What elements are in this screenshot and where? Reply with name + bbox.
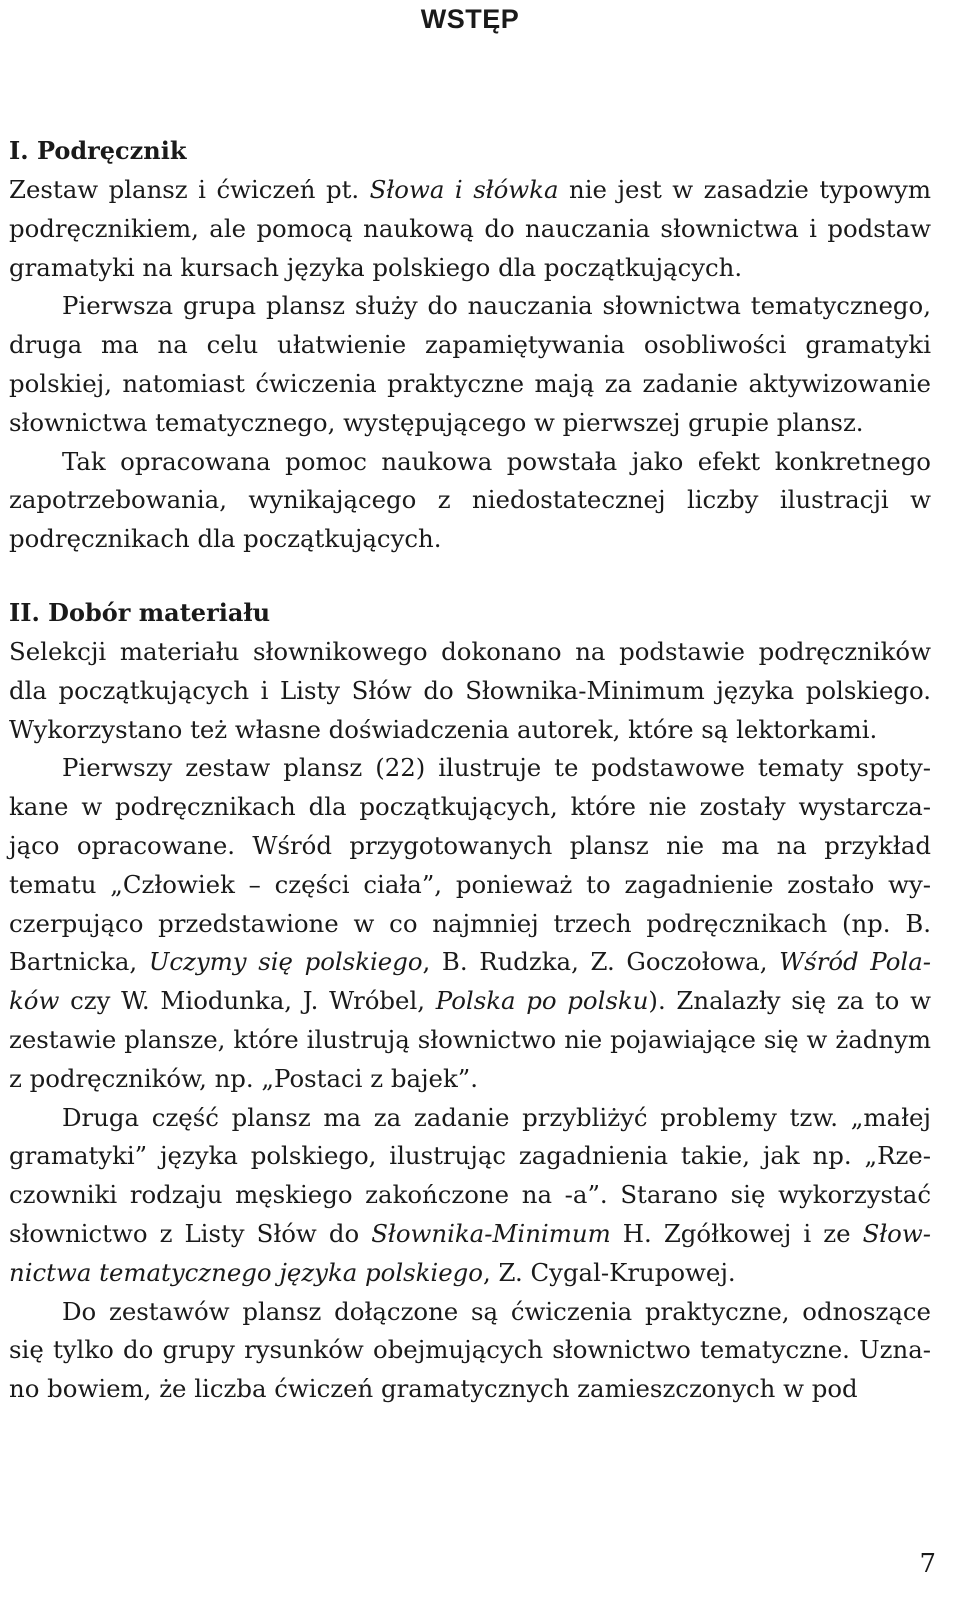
text-run: , Z. Cygal-Krupowej. [482, 1257, 736, 1287]
text-run: czy W. Miodunka, J. Wróbel, [59, 986, 436, 1016]
page-heading: WSTĘP [420, 4, 520, 34]
italic-title: Słowa i słówka [369, 175, 559, 204]
italic-title: Uczymy się polskiego [148, 947, 423, 977]
paragraph: Pierwsza grupa plansz służy do nauczania słownictwa tematycznego, druga ma na celu ułatwienie zapamiętywania osobliwości gramatyki polskiej, natomiast ćwiczenia praktyczne mają za zadanie aktywizowanie słownictwa tematycznego, występującego w pierwszej grupie plansz. [9, 291, 931, 437]
page-number: 7 [919, 1549, 936, 1579]
text-run: Pierwszy zestaw plansz (22) ilustruje te podstawowe tematy spotykane w podręcznikach dla początkujących, które nie zostały wystarczająco opracowane. Wśród przygotowanych plansz nie ma na przykład tematu „Człowiek – części ciała”, ponieważ to zagadnienie zostało wyczerpująco przedstawione w co najmniej trzech podręcznikach (np. B. Bartnicka, [9, 753, 931, 977]
text-run: , B. Rudzka, Z. Goczołowa, [422, 947, 780, 977]
paragraph: Tak opracowana pomoc naukowa powstała jako efekt konkretnego zapotrzebowania, wynikającego z niedostatecznej liczby ilustracji w podręcznikach dla początkujących. [9, 446, 931, 554]
paragraph: Do zestawów plansz dołączone są ćwiczenia praktyczne, odnoszące się tylko do grupy rysunków obejmujących słownictwo tematyczne. Uznano bowiem, że liczba ćwiczeń gramatycznych zamieszczonych w pod [9, 1296, 931, 1404]
section-podrecznik [9, 131, 931, 559]
text-run: ). Znalazły się za to w zestawie plansze, które ilustrują słownictwo nie pojawiające się w żadnym z podręczników, np. „Postaci z bajek”. [9, 986, 931, 1093]
paragraph [9, 749, 931, 1098]
section-dobor-materialu [9, 593, 931, 1409]
italic-title: Wśród Polaków [9, 947, 931, 1016]
section-title: II. Dobór materiału [9, 597, 271, 627]
text-run: nie jest w zasadzie typowym podręcznikiem, ale pomocą naukową do nauczania słownictwa i podstaw gramatyki na kursach języka polskiego dla początkujących. [9, 175, 931, 282]
spacer [9, 52, 931, 131]
section-title: I. Podręcznik [9, 136, 187, 165]
spacer [9, 559, 931, 593]
document-page [9, 0, 931, 1409]
text-run: Zestaw plansz i ćwiczeń pt. [9, 175, 370, 204]
text-run: Druga część plansz ma za zadanie przybliżyć problemy tzw. „małej gramatyki” języka polskiego, ilustrując zagadnienia takie, jak np. „Rzeczowniki rodzaju męskiego zakończone na -a”. Starano się wykorzystać słownictwo z Listy Słów do [9, 1102, 931, 1248]
italic-title: Polska po polsku [435, 986, 649, 1016]
italic-title: Słownika-Minimum [371, 1218, 611, 1248]
text-run: H. Zgółkowej i ze [610, 1218, 863, 1248]
paragraph [9, 1099, 931, 1293]
paragraph [9, 171, 931, 287]
paragraph: Selekcji materiału słownikowego dokonano na podstawie podręczników dla początkujących i Listy Słów do Słownika-Minimum języka polskiego. Wykorzystano też własne doświadczenia autorek, które są lektorkami. [9, 636, 931, 744]
italic-title: Słownictwa tematycznego języka polskiego [9, 1218, 931, 1287]
